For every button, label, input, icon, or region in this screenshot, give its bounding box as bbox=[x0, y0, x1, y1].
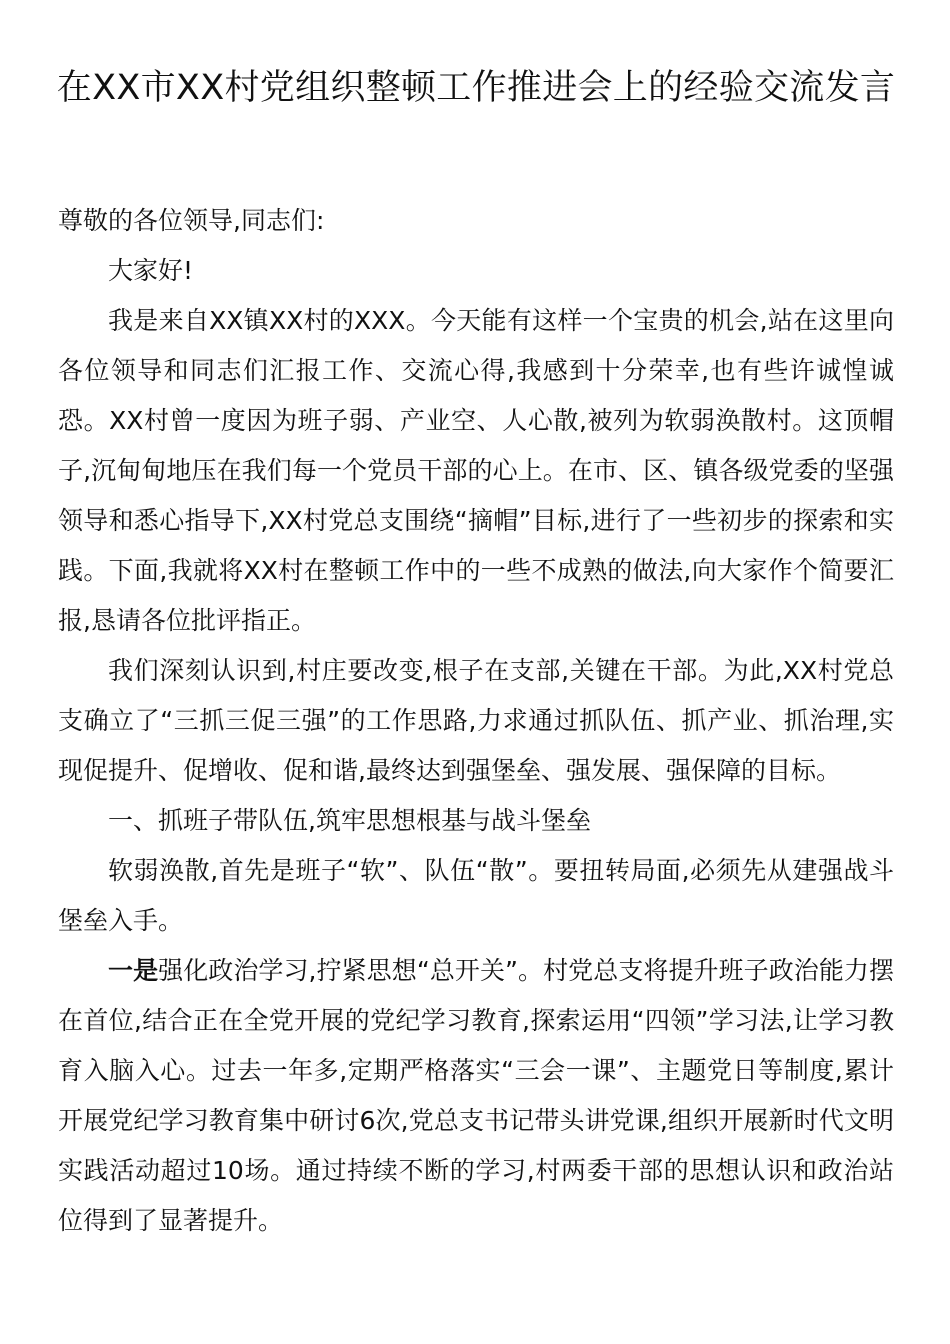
document-body bbox=[58, 196, 894, 1246]
salutation: 尊敬的各位领导,同志们: bbox=[58, 206, 325, 235]
paragraph-intro: 我是来自XX镇XX村的XXX。今天能有这样一个宝贵的机会,站在这里向各位领导和同志们汇报工作、交流心得,我感到十分荣幸,也有些许诚惶诚恐。XX村曾一度因为班子弱、产业空、人心散,被列为软弱涣散村。这顶帽子,沉甸甸地压在我们每一个党员干部的心上。在市、区、镇各级党委的坚强领导和悉心指导下,XX村党总支围绕“摘帽”目标,进行了一些初步的探索和实践。下面,我就将XX村在整顿工作中的一些不成熟的做法,向大家作个简要汇报,恳请各位批评指正。 bbox=[58, 306, 894, 635]
point-one-text: 强化政治学习,拧紧思想“总开关”。村党总支将提升班子政治能力摆在首位,结合正在全党开展的党纪学习教育,探索运用“四领”学习法,让学习教育入脑入心。过去一年多,定期严格落实“三会一课”、主题党日等制度,累计开展党纪学习教育集中研讨6次,党总支书记带头讲党课,组织开展新时代文明实践活动超过10场。通过持续不断的学习,村两委干部的思想认识和政治站位得到了显著提升。 bbox=[58, 956, 894, 1235]
greeting: 大家好! bbox=[108, 256, 194, 285]
document-page bbox=[58, 62, 894, 1246]
section-intro: 软弱涣散,首先是班子“软”、队伍“散”。要扭转局面,必须先从建强战斗堡垒入手。 bbox=[58, 856, 894, 935]
section-heading: 一、抓班子带队伍,筑牢思想根基与战斗堡垒 bbox=[108, 806, 591, 835]
point-one bbox=[58, 946, 894, 1246]
point-one-lead: 一是 bbox=[108, 956, 159, 985]
paragraph-approach: 我们深刻认识到,村庄要改变,根子在支部,关键在干部。为此,XX村党总支确立了“三抓三促三强”的工作思路,力求通过抓队伍、抓产业、抓治理,实现促提升、促增收、促和谐,最终达到强堡垒、强发展、强保障的目标。 bbox=[58, 656, 894, 785]
document-title: 在XX市XX村党组织整顿工作推进会上的经验交流发言 bbox=[56, 68, 896, 108]
